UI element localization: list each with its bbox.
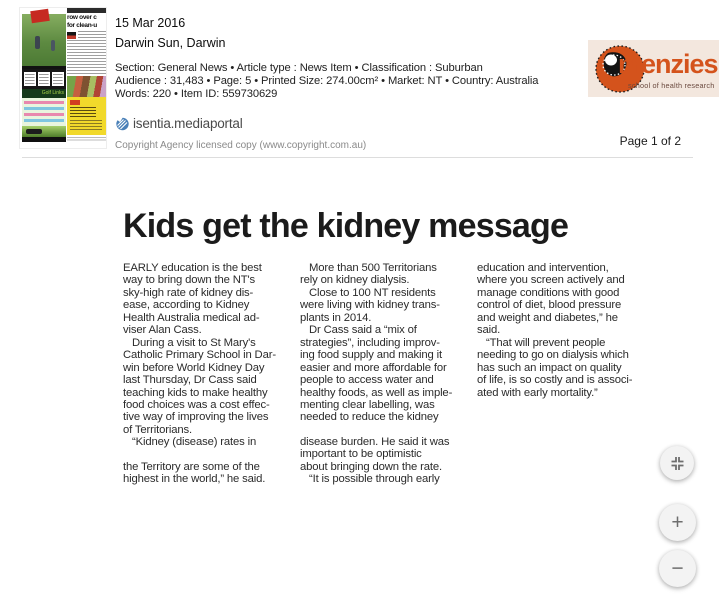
article-paragraph-block (477, 262, 646, 399)
menzies-tagline: school of health research (628, 81, 715, 90)
article-text-line: teaching kids to make healthy (123, 386, 268, 399)
article-text-line: said. (477, 324, 501, 337)
thumb-caption-panel (22, 69, 66, 89)
thumb-figure (51, 40, 55, 51)
article-text-line: ease, according to Kidney (123, 299, 250, 312)
plus-icon: + (671, 511, 684, 534)
thumb-photo-image (22, 14, 66, 66)
article-text-line: strategies”, including improv- (300, 336, 440, 349)
article-text-line: Close to 100 NT residents (300, 286, 436, 299)
thumb-bottom-bar (22, 137, 66, 142)
article-text-line: “That will prevent people (477, 336, 606, 349)
menzies-logo (588, 40, 719, 97)
brand-wordmark: isentia.mediaportal (133, 116, 243, 131)
thumb-green-footer (22, 126, 66, 137)
header-divider (22, 157, 693, 158)
article-text-line: viser Alan Cass. (123, 324, 202, 337)
thumb-ad-stripe (24, 119, 64, 122)
thumb-cropped-headline (67, 8, 106, 13)
article-text-line: During a visit to St Mary's (123, 336, 256, 349)
copyright-notice: Copyright Agency licensed copy (www.copyright.com.au) (115, 140, 367, 151)
article-text-line: food choices was a cost effec- (123, 398, 270, 411)
article-text-line: way to bring down the NT's (123, 274, 255, 287)
thumb-caption-box (24, 72, 36, 86)
article-text-line: Health Australia medical ad- (123, 311, 260, 324)
page-indicator: Page 1 of 2 (619, 134, 681, 148)
article-column (300, 262, 469, 498)
thumb-footer-button (26, 129, 42, 134)
zoom-in-button[interactable] (659, 504, 696, 541)
article-text-line: easier and more affordable for (300, 361, 447, 374)
article-text-line: EARLY education is the best (123, 262, 262, 274)
thumb-headline-line1: row over c (67, 14, 97, 21)
article-text-line: sky-high rate of kidney dis- (123, 286, 254, 299)
metadata-line-3: Words: 220 • Item ID: 559730629 (115, 88, 278, 101)
article-text-line: plants in 2014. (300, 311, 372, 324)
article-text-line: has such an impact on quality (477, 361, 622, 374)
article-text-line: win before World Kidney Day (123, 361, 265, 374)
article-paragraph-block (300, 436, 469, 486)
article-text-line: last Thursday, Dr Cass said (123, 374, 257, 387)
article-headline: Kids get the kidney message (123, 207, 569, 245)
thumb-ad-stripe (24, 101, 64, 104)
thumb-ad-badge (70, 100, 80, 105)
article-text-line: “Kidney (disease) rates in (123, 436, 257, 449)
article-page-thumbnail[interactable] (20, 8, 106, 148)
thumb-figure (35, 36, 40, 49)
thumb-caption-box (52, 72, 64, 86)
article-text-line: needing to go on dialysis which (477, 349, 629, 362)
thumb-text-column (78, 31, 106, 40)
minus-icon: − (671, 557, 684, 580)
metadata-line-2: Audience : 31,483 • Page: 5 • Printed Size: 274.00cm² • Market: NT • Country: Australia (115, 75, 539, 88)
fit-to-screen-button[interactable] (660, 446, 694, 480)
isentia-brand (115, 116, 243, 131)
publish-date: 15 Mar 2016 (115, 16, 186, 30)
article-text-line: Catholic Primary School in Dar- (123, 349, 276, 362)
article-text-line: the Territory are some of the (123, 460, 260, 473)
article-text-line: More than 500 Territorians (300, 262, 437, 274)
article-text-line: rely on kidney dialysis. (300, 274, 410, 287)
article-paragraph-block (300, 262, 469, 424)
metadata-lines (115, 62, 538, 102)
thumb-text-column (67, 40, 106, 76)
article-columns (123, 262, 646, 498)
article-text-line: menting clear labelling, was (300, 398, 435, 411)
article-text-line: education and intervention, (477, 262, 609, 274)
thumb-red-flag (30, 9, 49, 23)
zoom-out-button[interactable] (659, 550, 696, 587)
compress-icon (670, 456, 685, 471)
isentia-leaf-icon (115, 116, 130, 131)
thumb-golf-banner: Golf Links (22, 89, 66, 98)
article-text-line: where you screen actively and (477, 274, 625, 287)
thumb-footer-text (67, 137, 106, 142)
publication-source: Darwin Sun, Darwin (115, 36, 226, 50)
thumb-yellow-ad (67, 97, 106, 135)
article-text-line: manage conditions with good (477, 286, 620, 299)
thumb-flag-graphic (67, 32, 76, 39)
article-text-line: disease burden. He said it was (300, 435, 450, 448)
article-text-line: and weight and diabetes,” he (477, 311, 618, 324)
thumb-photo-ad (67, 76, 106, 97)
article-text-line: ing food supply and making it (300, 349, 442, 362)
article-text-line: tive way of improving the lives (123, 411, 269, 424)
article-text-line: people to access water and (300, 374, 434, 387)
article-paragraph-block (123, 461, 292, 486)
thumb-ad-text-lines (70, 107, 96, 117)
menzies-wordmark: menzies (618, 49, 718, 79)
thumb-ad-text-lines (70, 120, 102, 130)
article-text-line: “It is possible through early (300, 473, 440, 486)
article-paragraph-block (123, 262, 292, 449)
article-text-line: Dr Cass said a “mix of (300, 324, 417, 337)
article-text-line: of life, is so costly and is associ- (477, 374, 633, 387)
article-text-line: healthy foods, as well as imple- (300, 386, 453, 399)
article-text-line: needed to reduce the kidney (300, 411, 439, 424)
article-text-line: about bringing down the rate. (300, 460, 442, 473)
thumb-ad-stripe (24, 107, 64, 110)
metadata-line-1: Section: General News • Article type : News Item • Classification : Suburban (115, 62, 483, 74)
article-text-line: control of diet, blood pressure (477, 299, 622, 312)
article-text-line: of Territorians. (123, 423, 192, 436)
thumb-headline-line2: for clean-u (67, 22, 97, 29)
article-text-line: important to be optimistic (300, 448, 422, 461)
thumb-headline-text (67, 14, 106, 30)
thumb-caption-box (38, 72, 50, 86)
article-column (477, 262, 646, 498)
thumb-ad-stripe (24, 113, 64, 116)
article-text-line: ated with early mortality.” (477, 386, 598, 399)
thumb-green-ad (22, 98, 66, 126)
article-text-line: highest in the world,” he said. (123, 473, 266, 486)
article-column (123, 262, 292, 498)
article-text-line: were living with kidney trans- (300, 299, 440, 312)
